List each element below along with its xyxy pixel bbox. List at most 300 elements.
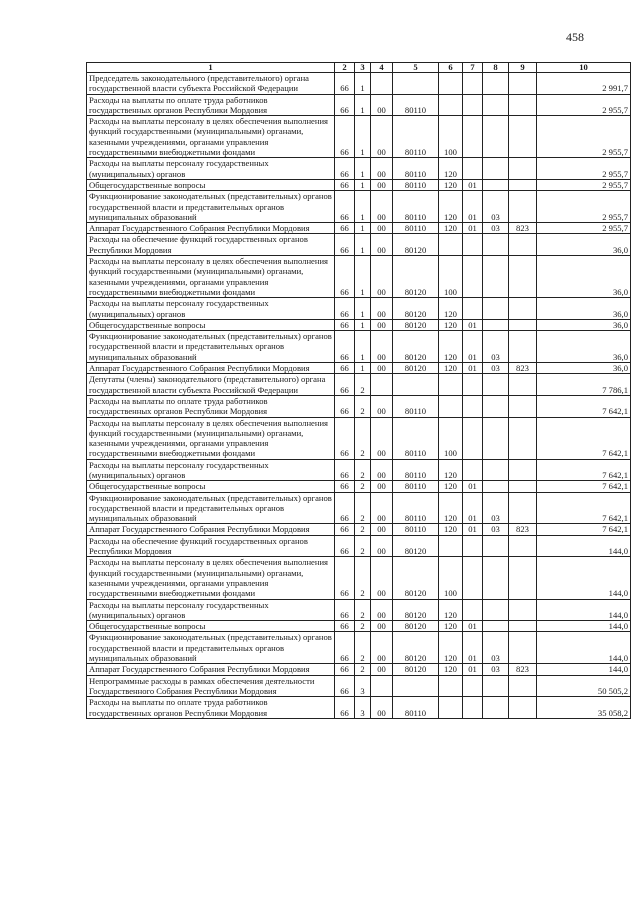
table-row: [87, 223, 631, 234]
row-amount: 7 786,1: [537, 374, 631, 396]
code-col-5: 80110: [393, 94, 439, 116]
row-name: Расходы на выплаты персоналу государственных (муниципальных) органов: [87, 158, 335, 180]
header-cell: 5: [393, 63, 439, 73]
row-amount: 2 955,7: [537, 116, 631, 158]
code-col-6: 120: [439, 298, 463, 320]
row-amount: 50 505,2: [537, 675, 631, 697]
code-col-8: [483, 621, 509, 632]
code-col-4: 00: [371, 535, 393, 557]
row-amount: 7 642,1: [537, 459, 631, 481]
row-name: Расходы на выплаты персоналу государственных (муниципальных) органов: [87, 599, 335, 621]
code-col-5: 80110: [393, 697, 439, 719]
code-col-5: 80110: [393, 395, 439, 417]
code-col-9: [509, 621, 537, 632]
code-col-7: [463, 675, 483, 697]
row-name: Расходы на выплаты персоналу в целях обеспечения выполнения функций государственными (муниципальными) органами, казенными учреждениями, органами управления государственными внебюджетными фондами: [87, 417, 335, 459]
table-row: [87, 675, 631, 697]
code-col-3: 1: [355, 223, 371, 234]
code-col-3: 2: [355, 524, 371, 535]
row-amount: 2 955,7: [537, 223, 631, 234]
code-col-5: 80120: [393, 621, 439, 632]
row-name: Аппарат Государственного Собрания Республики Мордовия: [87, 524, 335, 535]
row-name: Расходы на обеспечение функций государственных органов Республики Мордовия: [87, 234, 335, 256]
code-col-4: 00: [371, 481, 393, 492]
code-col-6: [439, 73, 463, 95]
code-col-4: 00: [371, 632, 393, 664]
code-col-9: 823: [509, 223, 537, 234]
row-amount: 7 642,1: [537, 492, 631, 524]
code-col-3: 1: [355, 191, 371, 223]
code-col-2: 66: [335, 298, 355, 320]
code-col-6: 100: [439, 417, 463, 459]
row-amount: 7 642,1: [537, 481, 631, 492]
code-col-6: 120: [439, 664, 463, 675]
code-col-9: [509, 234, 537, 256]
header-cell: 9: [509, 63, 537, 73]
code-col-6: 120: [439, 492, 463, 524]
table-row: [87, 481, 631, 492]
code-col-7: 01: [463, 492, 483, 524]
code-col-5: [393, 675, 439, 697]
code-col-3: 1: [355, 158, 371, 180]
code-col-8: [483, 395, 509, 417]
row-amount: 35 058,2: [537, 697, 631, 719]
code-col-8: [483, 481, 509, 492]
code-col-4: 00: [371, 459, 393, 481]
code-col-5: 80120: [393, 363, 439, 374]
code-col-5: 80110: [393, 481, 439, 492]
code-col-4: 00: [371, 179, 393, 190]
code-col-7: 01: [463, 363, 483, 374]
code-col-2: 66: [335, 535, 355, 557]
code-col-2: 66: [335, 256, 355, 298]
code-col-5: 80120: [393, 557, 439, 599]
code-col-8: [483, 557, 509, 599]
code-col-6: 120: [439, 524, 463, 535]
code-col-8: [483, 535, 509, 557]
table-row: [87, 94, 631, 116]
code-col-9: [509, 73, 537, 95]
code-col-2: 66: [335, 459, 355, 481]
table-row: [87, 374, 631, 396]
code-col-6: 100: [439, 116, 463, 158]
code-col-5: 80110: [393, 492, 439, 524]
code-col-8: 03: [483, 632, 509, 664]
code-col-9: 823: [509, 363, 537, 374]
code-col-6: [439, 675, 463, 697]
table-row: [87, 557, 631, 599]
code-col-7: [463, 73, 483, 95]
row-amount: 36,0: [537, 234, 631, 256]
code-col-9: [509, 492, 537, 524]
code-col-5: 80120: [393, 319, 439, 330]
code-col-4: 00: [371, 395, 393, 417]
row-name: Функционирование законодательных (представительных) органов государственной власти и представительных органов муниципальных образований: [87, 632, 335, 664]
code-col-5: 80120: [393, 632, 439, 664]
code-col-7: [463, 234, 483, 256]
code-col-7: [463, 256, 483, 298]
code-col-6: [439, 697, 463, 719]
header-row: [87, 63, 631, 73]
code-col-9: 823: [509, 524, 537, 535]
page-number: 458: [566, 30, 584, 44]
code-col-5: 80110: [393, 179, 439, 190]
row-name: Функционирование законодательных (представительных) органов государственной власти и представительных органов муниципальных образований: [87, 492, 335, 524]
code-col-3: 2: [355, 632, 371, 664]
table-row: [87, 524, 631, 535]
code-col-5: 80110: [393, 524, 439, 535]
code-col-6: 120: [439, 331, 463, 363]
row-amount: 2 991,7: [537, 73, 631, 95]
row-amount: 144,0: [537, 632, 631, 664]
code-col-3: 2: [355, 374, 371, 396]
table-row: [87, 492, 631, 524]
code-col-3: 2: [355, 599, 371, 621]
row-name: Расходы на выплаты персоналу государственных (муниципальных) органов: [87, 298, 335, 320]
row-name: Расходы на выплаты персоналу в целях обеспечения выполнения функций государственными (муниципальными) органами, казенными учреждениями, органами управления государственными внебюджетными фондами: [87, 557, 335, 599]
code-col-8: [483, 73, 509, 95]
code-col-8: [483, 256, 509, 298]
code-col-9: [509, 535, 537, 557]
code-col-3: 1: [355, 234, 371, 256]
code-col-9: [509, 481, 537, 492]
row-amount: 36,0: [537, 256, 631, 298]
code-col-9: [509, 395, 537, 417]
code-col-2: 66: [335, 223, 355, 234]
code-col-2: 66: [335, 599, 355, 621]
row-amount: 7 642,1: [537, 417, 631, 459]
code-col-5: 80110: [393, 158, 439, 180]
table-row: [87, 298, 631, 320]
table-row: [87, 116, 631, 158]
header-cell: 6: [439, 63, 463, 73]
code-col-3: 2: [355, 535, 371, 557]
code-col-4: 00: [371, 256, 393, 298]
table-row: [87, 417, 631, 459]
code-col-7: [463, 557, 483, 599]
code-col-3: 1: [355, 73, 371, 95]
code-col-6: 120: [439, 319, 463, 330]
code-col-4: 00: [371, 191, 393, 223]
code-col-3: 2: [355, 417, 371, 459]
code-col-5: 80110: [393, 417, 439, 459]
row-name: Расходы на выплаты персоналу в целях обеспечения выполнения функций государственными (муниципальными) органами, казенными учреждениями, органами управления государственными внебюджетными фондами: [87, 256, 335, 298]
row-name: Расходы на выплаты по оплате труда работников государственных органов Республики Мордовия: [87, 94, 335, 116]
code-col-8: 03: [483, 363, 509, 374]
row-amount: 36,0: [537, 319, 631, 330]
code-col-6: 100: [439, 557, 463, 599]
code-col-9: [509, 697, 537, 719]
code-col-7: 01: [463, 481, 483, 492]
code-col-9: [509, 632, 537, 664]
row-amount: 144,0: [537, 599, 631, 621]
budget-table: [86, 62, 631, 719]
code-col-2: 66: [335, 116, 355, 158]
code-col-2: 66: [335, 417, 355, 459]
code-col-3: 2: [355, 621, 371, 632]
code-col-4: 00: [371, 524, 393, 535]
code-col-2: 66: [335, 524, 355, 535]
code-col-3: 1: [355, 363, 371, 374]
table-row: [87, 158, 631, 180]
row-amount: 2 955,7: [537, 179, 631, 190]
code-col-7: [463, 459, 483, 481]
code-col-3: 2: [355, 492, 371, 524]
row-amount: 36,0: [537, 363, 631, 374]
code-col-7: 01: [463, 664, 483, 675]
code-col-4: [371, 374, 393, 396]
row-name: Общегосударственные вопросы: [87, 319, 335, 330]
code-col-9: [509, 557, 537, 599]
code-col-8: 03: [483, 331, 509, 363]
table-row: [87, 621, 631, 632]
code-col-7: 01: [463, 632, 483, 664]
code-col-9: [509, 319, 537, 330]
table-row: [87, 632, 631, 664]
table-row: [87, 599, 631, 621]
code-col-7: 01: [463, 223, 483, 234]
header-cell: 3: [355, 63, 371, 73]
code-col-4: [371, 73, 393, 95]
code-col-3: 3: [355, 675, 371, 697]
code-col-2: 66: [335, 374, 355, 396]
table-row: [87, 234, 631, 256]
code-col-2: 66: [335, 73, 355, 95]
code-col-7: [463, 417, 483, 459]
code-col-2: 66: [335, 363, 355, 374]
row-name: Функционирование законодательных (представительных) органов государственной власти и представительных органов муниципальных образований: [87, 331, 335, 363]
code-col-9: [509, 331, 537, 363]
code-col-5: 80120: [393, 599, 439, 621]
code-col-3: 1: [355, 256, 371, 298]
code-col-7: [463, 116, 483, 158]
code-col-7: [463, 298, 483, 320]
table-row: [87, 256, 631, 298]
row-name: Аппарат Государственного Собрания Республики Мордовия: [87, 223, 335, 234]
code-col-8: [483, 298, 509, 320]
row-name: Расходы на выплаты по оплате труда работников государственных органов Республики Мордовия: [87, 395, 335, 417]
table-row: [87, 363, 631, 374]
table-row: [87, 459, 631, 481]
code-col-4: 00: [371, 664, 393, 675]
code-col-7: [463, 395, 483, 417]
row-amount: 36,0: [537, 331, 631, 363]
table-row: [87, 319, 631, 330]
code-col-8: 03: [483, 664, 509, 675]
code-col-3: 2: [355, 459, 371, 481]
code-col-5: [393, 374, 439, 396]
code-col-5: [393, 73, 439, 95]
row-name: Расходы на обеспечение функций государственных органов Республики Мордовия: [87, 535, 335, 557]
header-cell: 8: [483, 63, 509, 73]
row-name: Председатель законодательного (представительного) органа государственной власти субъекта Российской Федерации: [87, 73, 335, 95]
table-row: [87, 664, 631, 675]
code-col-6: 120: [439, 459, 463, 481]
code-col-2: 66: [335, 481, 355, 492]
code-col-7: [463, 697, 483, 719]
code-col-5: 80120: [393, 256, 439, 298]
code-col-4: 00: [371, 319, 393, 330]
code-col-7: [463, 599, 483, 621]
code-col-2: 66: [335, 158, 355, 180]
code-col-6: 120: [439, 179, 463, 190]
code-col-9: [509, 675, 537, 697]
code-col-2: 66: [335, 94, 355, 116]
row-name: Депутаты (члены) законодательного (представительного) органа государственной власти субъекта Российской Федерации: [87, 374, 335, 396]
code-col-2: 66: [335, 234, 355, 256]
header-cell: 7: [463, 63, 483, 73]
code-col-4: [371, 675, 393, 697]
code-col-9: [509, 599, 537, 621]
code-col-6: 120: [439, 632, 463, 664]
code-col-6: 120: [439, 621, 463, 632]
code-col-4: 00: [371, 94, 393, 116]
row-amount: 2 955,7: [537, 94, 631, 116]
code-col-8: [483, 94, 509, 116]
code-col-6: [439, 234, 463, 256]
code-col-4: 00: [371, 697, 393, 719]
code-col-8: 03: [483, 191, 509, 223]
code-col-6: 120: [439, 223, 463, 234]
code-col-4: 00: [371, 158, 393, 180]
code-col-6: 120: [439, 158, 463, 180]
code-col-6: [439, 395, 463, 417]
code-col-5: 80120: [393, 664, 439, 675]
code-col-5: 80110: [393, 116, 439, 158]
code-col-3: 2: [355, 481, 371, 492]
code-col-7: [463, 535, 483, 557]
code-col-7: 01: [463, 331, 483, 363]
header-cell: 4: [371, 63, 393, 73]
code-col-4: 00: [371, 331, 393, 363]
code-col-8: 03: [483, 492, 509, 524]
code-col-8: [483, 374, 509, 396]
code-col-2: 66: [335, 331, 355, 363]
code-col-9: [509, 374, 537, 396]
code-col-2: 66: [335, 664, 355, 675]
row-amount: 144,0: [537, 621, 631, 632]
code-col-5: 80110: [393, 191, 439, 223]
code-col-8: [483, 158, 509, 180]
code-col-7: [463, 158, 483, 180]
row-name: Общегосударственные вопросы: [87, 621, 335, 632]
row-amount: 7 642,1: [537, 524, 631, 535]
code-col-6: 120: [439, 599, 463, 621]
row-name: Расходы на выплаты по оплате труда работников государственных органов Республики Мордовия: [87, 697, 335, 719]
code-col-5: 80110: [393, 459, 439, 481]
code-col-5: 80110: [393, 223, 439, 234]
header-cell: 2: [335, 63, 355, 73]
table-row: [87, 191, 631, 223]
code-col-7: 01: [463, 179, 483, 190]
row-name: Аппарат Государственного Собрания Республики Мордовия: [87, 363, 335, 374]
row-name: Расходы на выплаты персоналу в целях обеспечения выполнения функций государственными (муниципальными) органами, казенными учреждениями, органами управления государственными внебюджетными фондами: [87, 116, 335, 158]
code-col-4: 00: [371, 621, 393, 632]
code-col-4: 00: [371, 599, 393, 621]
code-col-3: 2: [355, 557, 371, 599]
code-col-3: 2: [355, 395, 371, 417]
header-cell: 10: [537, 63, 631, 73]
code-col-9: 823: [509, 664, 537, 675]
code-col-7: 01: [463, 621, 483, 632]
code-col-3: 2: [355, 664, 371, 675]
code-col-7: 01: [463, 191, 483, 223]
code-col-3: 1: [355, 319, 371, 330]
row-amount: 144,0: [537, 535, 631, 557]
code-col-9: [509, 256, 537, 298]
code-col-4: 00: [371, 557, 393, 599]
code-col-6: 100: [439, 256, 463, 298]
code-col-4: 00: [371, 116, 393, 158]
code-col-4: 00: [371, 363, 393, 374]
code-col-8: [483, 697, 509, 719]
code-col-7: [463, 94, 483, 116]
code-col-4: 00: [371, 234, 393, 256]
row-amount: 2 955,7: [537, 158, 631, 180]
code-col-8: [483, 459, 509, 481]
code-col-2: 66: [335, 319, 355, 330]
row-name: Функционирование законодательных (представительных) органов государственной власти и представительных органов муниципальных образований: [87, 191, 335, 223]
row-name: Аппарат Государственного Собрания Республики Мордовия: [87, 664, 335, 675]
code-col-4: 00: [371, 417, 393, 459]
table-row: [87, 535, 631, 557]
code-col-6: [439, 94, 463, 116]
code-col-8: [483, 234, 509, 256]
code-col-9: [509, 158, 537, 180]
code-col-8: [483, 116, 509, 158]
table-row: [87, 697, 631, 719]
code-col-3: 3: [355, 697, 371, 719]
code-col-6: 120: [439, 191, 463, 223]
code-col-2: 66: [335, 492, 355, 524]
code-col-8: [483, 179, 509, 190]
code-col-2: 66: [335, 675, 355, 697]
code-col-9: [509, 116, 537, 158]
row-name: Непрограммные расходы в рамках обеспечения деятельности Государственного Собрания Республики Мордовия: [87, 675, 335, 697]
code-col-9: [509, 179, 537, 190]
row-name: Общегосударственные вопросы: [87, 481, 335, 492]
code-col-3: 1: [355, 94, 371, 116]
header-cell: 1: [87, 63, 335, 73]
code-col-8: [483, 675, 509, 697]
code-col-6: [439, 374, 463, 396]
code-col-8: 03: [483, 223, 509, 234]
row-amount: 7 642,1: [537, 395, 631, 417]
row-name: Расходы на выплаты персоналу государственных (муниципальных) органов: [87, 459, 335, 481]
code-col-3: 1: [355, 298, 371, 320]
code-col-2: 66: [335, 697, 355, 719]
code-col-5: 80120: [393, 298, 439, 320]
code-col-3: 1: [355, 116, 371, 158]
code-col-2: 66: [335, 621, 355, 632]
table-row: [87, 73, 631, 95]
code-col-8: [483, 599, 509, 621]
code-col-9: [509, 417, 537, 459]
code-col-2: 66: [335, 557, 355, 599]
code-col-3: 1: [355, 179, 371, 190]
code-col-2: 66: [335, 632, 355, 664]
table-row: [87, 395, 631, 417]
table-row: [87, 179, 631, 190]
code-col-2: 66: [335, 179, 355, 190]
code-col-5: 80120: [393, 331, 439, 363]
code-col-5: 80120: [393, 234, 439, 256]
code-col-9: [509, 94, 537, 116]
code-col-8: [483, 319, 509, 330]
code-col-8: 03: [483, 524, 509, 535]
code-col-2: 66: [335, 395, 355, 417]
code-col-4: 00: [371, 223, 393, 234]
